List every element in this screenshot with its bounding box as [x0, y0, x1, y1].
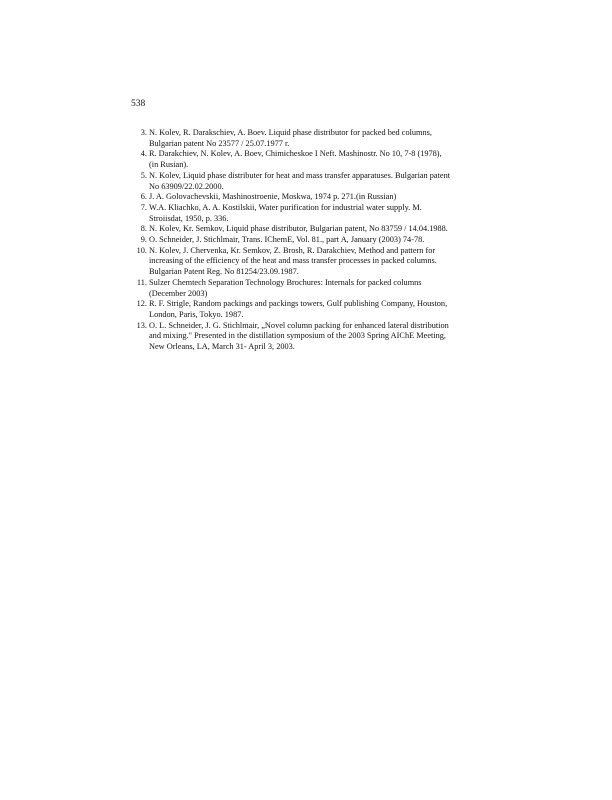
reference-text: N. Kolev, Liquid phase distributer for heat and mass transfer apparatuses. Bulgarian patent No 63909/22.02.2000.: [149, 170, 451, 191]
reference-item: [130, 192, 490, 203]
reference-number: 7.: [140, 202, 147, 212]
reference-item: [130, 128, 490, 149]
reference-text: O. Schneider, J. Stichlmair, Trans. IChemE, Vol. 81., part A, January (2003) 74-78.: [149, 235, 425, 245]
reference-text: N. Kolev, Kr. Semkov, Liquid phase distributor, Bulgarian patent, No 83759 / 14.04.1988.: [149, 224, 448, 234]
reference-text: R. F. Strigle, Random packings and packings towers, Gulf publishing Company, Houston, London, Paris, Tokyo. 1987.: [149, 299, 448, 319]
reference-item: [130, 235, 490, 246]
reference-text: W.A. Kliachko, A. A. Kostilskii, Water purification for industrial water supply. M. Stroiisdat, 1950, p. 336.: [149, 202, 422, 223]
reference-number: 5.: [140, 170, 147, 180]
reference-list: [130, 128, 490, 353]
page-number: 538: [131, 99, 146, 109]
reference-text: O. L. Schneider, J. G. Stichlmair, „Novel column packing for enhanced lateral distribution and mixing." Presented in the distillation symposium of the 2003 Spring AIChE Meeting, New Orleans, LA, March 31- April 3, 2003.: [149, 320, 449, 352]
reference-item: [130, 246, 490, 278]
reference-item: [130, 171, 490, 192]
reference-item: [130, 149, 490, 170]
reference-text: N. Kolev, R. Darakschiev, A. Boev. Liquid phase distributor for packed bed columns, Bulgarian patent No 23577 / 25.07.1977 r.: [149, 128, 432, 148]
reference-number: 11.: [136, 277, 147, 287]
reference-number: 12.: [136, 299, 147, 309]
reference-number: 8.: [140, 224, 147, 234]
reference-text: J. A. Golovachevskii, Mashinostroenie, Moskwa, 1974 p. 271.(in Russian): [149, 192, 397, 202]
reference-item: [130, 203, 490, 224]
reference-number: 6.: [140, 192, 147, 202]
reference-item: [130, 278, 490, 299]
reference-item: [130, 224, 490, 235]
reference-text: R. Darakchiev, N. Kolev, A. Boev, Chimicheskoe I Neft. Mashinostr. No 10, 7-8 (1978), (in Rusian).: [149, 149, 442, 170]
reference-number: 10.: [136, 245, 147, 255]
reference-number: 13.: [136, 320, 147, 330]
reference-number: 9.: [140, 235, 147, 245]
reference-item: [130, 299, 490, 320]
reference-item: [130, 321, 490, 353]
reference-text: N. Kolev, J. Chervenka, Kr. Semkov, Z. Brosh, R. Darakchiev, Method and pattern for increasing of the efficiency of the heat and mass transfer processes in packed columns. Bulgarian Patent Reg. No 81254/23.09.1987.: [149, 245, 437, 277]
reference-number: 3.: [140, 128, 147, 137]
reference-number: 4.: [140, 149, 147, 159]
reference-text: Sulzer Chemtech Separation Technology Brochures: Internals for packed columns (December 2003): [149, 277, 422, 298]
